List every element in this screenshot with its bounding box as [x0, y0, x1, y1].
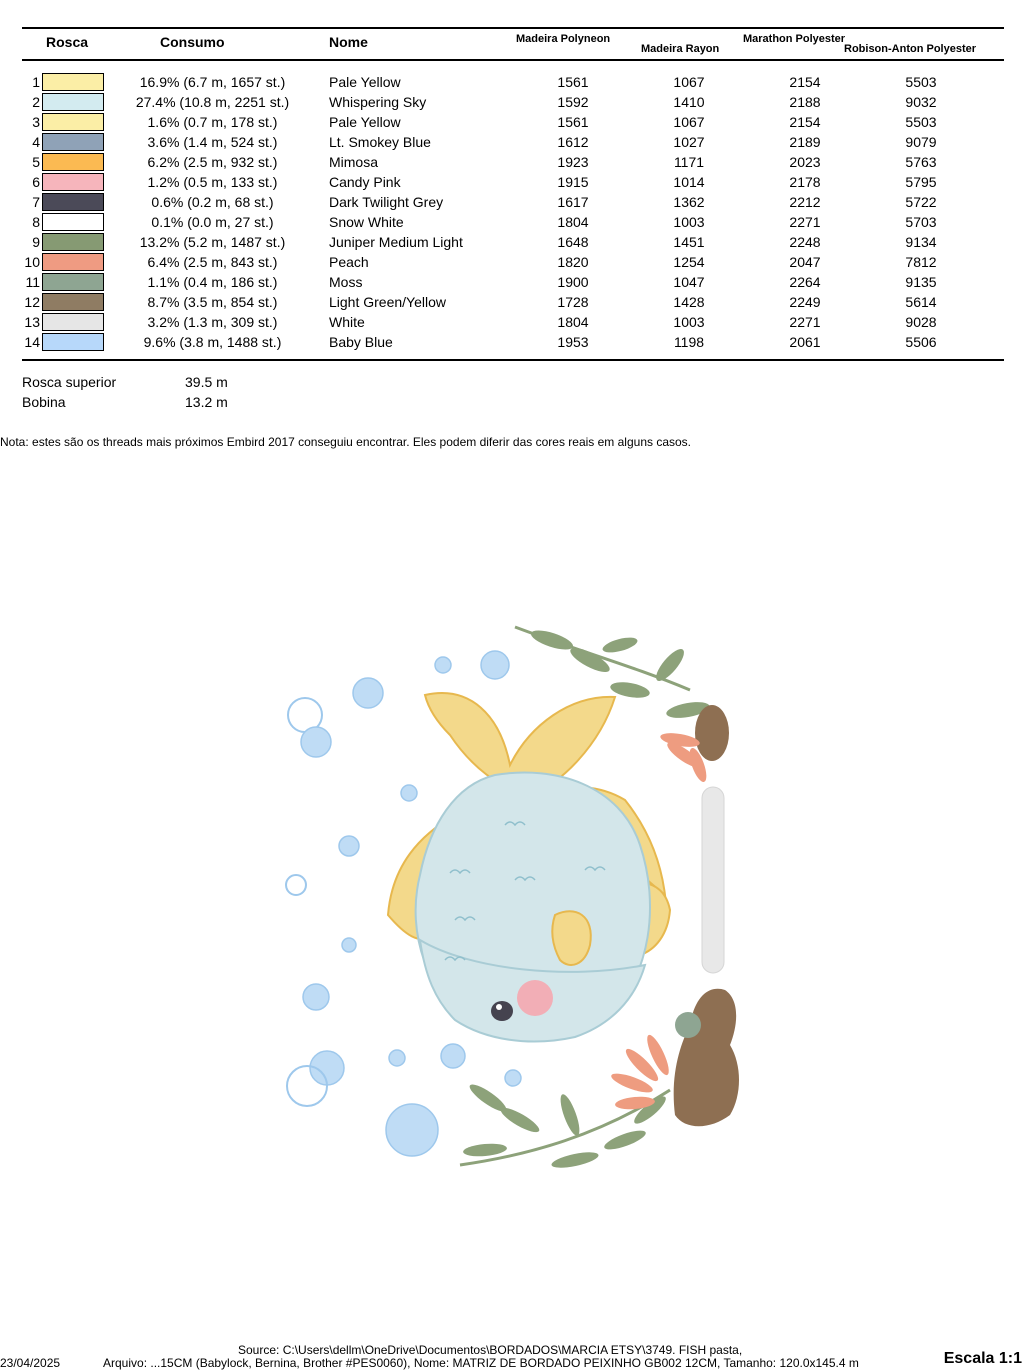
bottom-leaf-branch: [460, 1080, 670, 1170]
thread-row: [0, 312, 1024, 332]
color-swatch: [42, 133, 104, 151]
header-madeira-rayon: Madeira Rayon: [641, 43, 720, 55]
row-number: 6: [32, 174, 40, 190]
color-swatch: [42, 113, 104, 131]
row-marathon-polyester: 2189: [789, 134, 821, 150]
color-swatch: [42, 213, 104, 231]
color-swatch: [42, 333, 104, 351]
row-marathon-polyester: 2271: [789, 214, 821, 230]
header-consumo: Consumo: [160, 34, 225, 50]
row-madeira-rayon: 1362: [673, 194, 705, 210]
row-marathon-polyester: 2248: [789, 234, 821, 250]
row-madeira-polyneon: 1953: [557, 334, 589, 350]
row-number: 13: [24, 314, 40, 330]
row-madeira-rayon: 1428: [673, 294, 705, 310]
leaf: [557, 1092, 583, 1137]
top-leaf-branch: [515, 627, 711, 721]
header-marathon-polyester: Marathon Polyester: [743, 33, 846, 45]
row-nome: Whispering Sky: [329, 94, 427, 110]
header-robison-anton: Robison-Anton Polyester: [844, 43, 977, 55]
color-swatch: [42, 193, 104, 211]
row-madeira-polyneon: 1612: [557, 134, 589, 150]
thread-row: [0, 92, 1024, 112]
row-nome: Pale Yellow: [329, 114, 401, 130]
total-superior-value: 39.5 m: [185, 374, 228, 390]
row-robison-anton: 5506: [905, 334, 937, 350]
table-bottom-rule: [22, 359, 1004, 361]
row-nome: Juniper Medium Light: [329, 234, 463, 250]
row-robison-anton: 9079: [905, 134, 937, 150]
color-swatch: [42, 273, 104, 291]
row-madeira-rayon: 1254: [673, 254, 705, 270]
thread-row: [0, 112, 1024, 132]
row-madeira-rayon: 1171: [673, 154, 705, 170]
row-consumo: 3.2% (1.3 m, 309 st.): [147, 314, 278, 330]
color-swatch: [42, 313, 104, 331]
row-number: 12: [24, 294, 40, 310]
row-marathon-polyester: 2178: [789, 174, 821, 190]
bubble: [287, 1066, 327, 1106]
row-madeira-polyneon: 1592: [557, 94, 589, 110]
bubble: [342, 938, 356, 952]
row-madeira-rayon: 1003: [673, 214, 705, 230]
bubble: [301, 727, 331, 757]
color-swatch: [42, 153, 104, 171]
row-marathon-polyester: 2212: [789, 194, 821, 210]
row-number: 10: [24, 254, 40, 270]
row-madeira-polyneon: 1900: [557, 274, 589, 290]
row-nome: Candy Pink: [329, 174, 401, 190]
row-marathon-polyester: 2271: [789, 314, 821, 330]
row-madeira-rayon: 1027: [673, 134, 705, 150]
row-madeira-rayon: 1410: [673, 94, 705, 110]
bubble: [481, 651, 509, 679]
header-nome: Nome: [329, 34, 368, 50]
row-robison-anton: 7812: [905, 254, 937, 270]
bubble: [441, 1044, 465, 1068]
pectoral-fin: [552, 911, 591, 965]
row-madeira-polyneon: 1648: [557, 234, 589, 250]
row-nome: Peach: [329, 254, 369, 270]
moss-bump: [675, 1012, 701, 1038]
table-top-rule: [22, 27, 1004, 29]
row-robison-anton: 5703: [905, 214, 937, 230]
thread-row: [0, 212, 1024, 232]
row-robison-anton: 9134: [905, 234, 937, 250]
row-madeira-polyneon: 1561: [557, 114, 589, 130]
bottom-coral: [609, 989, 739, 1126]
row-madeira-rayon: 1067: [673, 74, 705, 90]
leaf: [498, 1104, 542, 1136]
row-robison-anton: 5614: [905, 294, 937, 310]
row-consumo: 0.1% (0.0 m, 27 st.): [151, 214, 274, 230]
leaf: [529, 627, 575, 654]
row-number: 5: [32, 154, 40, 170]
row-nome: White: [329, 314, 365, 330]
row-consumo: 27.4% (10.8 m, 2251 st.): [135, 94, 290, 110]
color-swatch: [42, 93, 104, 111]
bubble: [339, 836, 359, 856]
row-consumo: 1.6% (0.7 m, 178 st.): [147, 114, 278, 130]
row-number: 1: [32, 74, 40, 90]
thread-row: [0, 232, 1024, 252]
rock: [695, 705, 729, 761]
row-madeira-polyneon: 1728: [557, 294, 589, 310]
bubble: [353, 678, 383, 708]
note-text: Nota: estes são os threads mais próximos Embird 2017 conseguiu encontrar. Eles podem diferir das cores reais em alguns casos.: [0, 435, 692, 449]
bubble: [505, 1070, 521, 1086]
row-consumo: 1.2% (0.5 m, 133 st.): [147, 174, 278, 190]
row-consumo: 13.2% (5.2 m, 1487 st.): [139, 234, 286, 250]
fish-embroidery-design: [270, 615, 750, 1185]
bubble: [389, 1050, 405, 1066]
row-nome: Mimosa: [329, 154, 379, 170]
leaf: [652, 645, 688, 685]
row-robison-anton: 9135: [905, 274, 937, 290]
thread-row: [0, 152, 1024, 172]
row-marathon-polyester: 2047: [789, 254, 821, 270]
color-swatch: [42, 73, 104, 91]
row-madeira-rayon: 1014: [673, 174, 705, 190]
row-nome: Moss: [329, 274, 363, 290]
footer-date: 23/04/2025: [0, 1356, 61, 1370]
row-robison-anton: 5503: [905, 74, 937, 90]
top-coral: [659, 705, 729, 784]
row-number: 14: [24, 334, 40, 350]
footer-file-info: Arquivo: ...15CM (Babylock, Bernina, Brother #PES0060), Nome: MATRIZ DE BORDADO PEIXINHO GB002 12CM, Tamanho: 120.0x145.4 m: [103, 1356, 859, 1370]
thread-row: [0, 132, 1024, 152]
row-marathon-polyester: 2154: [789, 114, 821, 130]
row-madeira-polyneon: 1923: [557, 154, 589, 170]
row-consumo: 16.9% (6.7 m, 1657 st.): [139, 74, 286, 90]
thread-row: [0, 72, 1024, 92]
leaf: [463, 1142, 508, 1158]
row-nome: Lt. Smokey Blue: [329, 134, 431, 150]
total-bobina-label: Bobina: [22, 394, 66, 410]
bubble: [435, 657, 451, 673]
row-madeira-polyneon: 1804: [557, 214, 589, 230]
color-swatch: [42, 253, 104, 271]
row-madeira-polyneon: 1804: [557, 314, 589, 330]
bubble: [386, 1104, 438, 1156]
thread-row: [0, 272, 1024, 292]
row-marathon-polyester: 2264: [789, 274, 821, 290]
thread-row: [0, 332, 1024, 352]
row-madeira-polyneon: 1915: [557, 174, 589, 190]
bubble: [303, 984, 329, 1010]
row-consumo: 1.1% (0.4 m, 186 st.): [147, 274, 278, 290]
eye-highlight: [496, 1004, 502, 1010]
row-number: 3: [32, 114, 40, 130]
row-nome: Baby Blue: [329, 334, 393, 350]
color-swatch: [42, 293, 104, 311]
row-robison-anton: 5503: [905, 114, 937, 130]
header-rosca: Rosca: [46, 34, 89, 50]
row-marathon-polyester: 2249: [789, 294, 821, 310]
row-nome: Pale Yellow: [329, 74, 401, 90]
row-madeira-rayon: 1451: [673, 234, 705, 250]
row-consumo: 6.2% (2.5 m, 932 st.): [147, 154, 278, 170]
leaf: [601, 635, 639, 656]
row-nome: Light Green/Yellow: [329, 294, 447, 310]
row-marathon-polyester: 2023: [789, 154, 821, 170]
total-superior-label: Rosca superior: [22, 374, 117, 390]
total-bobina-value: 13.2 m: [185, 394, 228, 410]
color-swatch: [42, 173, 104, 191]
bubble: [286, 875, 306, 895]
header-madeira-polyneon: Madeira Polyneon: [516, 33, 611, 45]
row-number: 11: [25, 274, 40, 290]
row-consumo: 0.6% (0.2 m, 68 st.): [151, 194, 274, 210]
row-robison-anton: 5763: [905, 154, 937, 170]
leaf: [550, 1149, 599, 1171]
row-madeira-rayon: 1003: [673, 314, 705, 330]
row-madeira-rayon: 1047: [673, 274, 705, 290]
row-number: 9: [32, 234, 40, 250]
thread-row: [0, 172, 1024, 192]
bubble: [401, 785, 417, 801]
row-consumo: 6.4% (2.5 m, 843 st.): [147, 254, 278, 270]
row-consumo: 9.6% (3.8 m, 1488 st.): [143, 334, 282, 350]
row-marathon-polyester: 2061: [789, 334, 821, 350]
row-robison-anton: 5722: [905, 194, 937, 210]
row-number: 4: [32, 134, 40, 150]
row-number: 7: [32, 194, 40, 210]
footer-source: Source: C:\Users\dellm\OneDrive\Documentos\BORDADOS\MARCIA ETSY\3749. FISH pasta,: [238, 1343, 743, 1357]
row-madeira-polyneon: 1561: [557, 74, 589, 90]
white-stitch-bar: [702, 787, 724, 973]
row-madeira-polyneon: 1617: [557, 194, 589, 210]
row-number: 8: [32, 214, 40, 230]
row-number: 2: [32, 94, 40, 110]
row-robison-anton: 5795: [905, 174, 937, 190]
thread-row: [0, 292, 1024, 312]
footer-scale: Escala 1:1: [943, 1350, 1022, 1367]
leaf: [602, 1127, 647, 1153]
color-swatch: [42, 233, 104, 251]
row-robison-anton: 9028: [905, 314, 937, 330]
row-nome: Snow White: [329, 214, 404, 230]
eye-icon: [491, 1001, 513, 1021]
row-robison-anton: 9032: [905, 94, 937, 110]
table-header-rule: [22, 59, 1004, 61]
rock: [674, 989, 739, 1126]
row-consumo: 8.7% (3.5 m, 854 st.): [147, 294, 278, 310]
row-marathon-polyester: 2154: [789, 74, 821, 90]
thread-row: [0, 252, 1024, 272]
thread-row: [0, 192, 1024, 212]
row-consumo: 3.6% (1.4 m, 524 st.): [147, 134, 278, 150]
row-madeira-rayon: 1067: [673, 114, 705, 130]
row-madeira-polyneon: 1820: [557, 254, 589, 270]
row-marathon-polyester: 2188: [789, 94, 821, 110]
cheek: [517, 980, 553, 1016]
row-nome: Dark Twilight Grey: [329, 194, 444, 210]
row-madeira-rayon: 1198: [673, 334, 705, 350]
